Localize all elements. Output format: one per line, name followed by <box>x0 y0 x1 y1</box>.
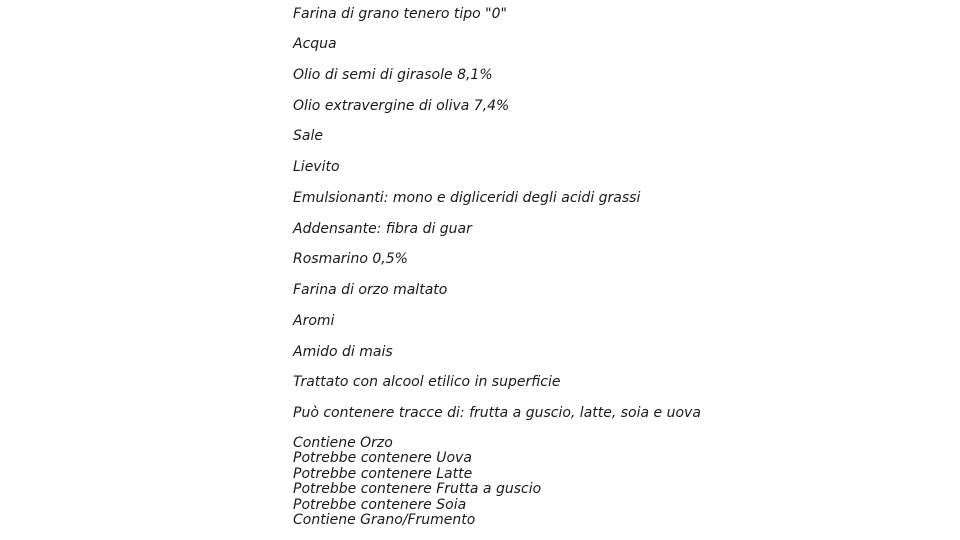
ingredient-item: Emulsionanti: mono e digliceridi degli acidi grassi <box>293 190 641 206</box>
ingredient-item: Rosmarino 0,5% <box>293 251 408 267</box>
allergen-item: Potrebbe contenere Latte <box>293 465 473 482</box>
ingredient-item: Aromi <box>293 313 335 329</box>
allergen-item: Potrebbe contenere Soia <box>293 496 467 513</box>
ingredient-item: Trattato con alcool etilico in superficie <box>293 374 561 390</box>
ingredient-item: Può contenere tracce di: frutta a guscio, latte, soia e uova <box>293 405 701 421</box>
allergen-item: Contiene Grano/Frumento <box>293 511 476 528</box>
allergen-item: Contiene Orzo <box>293 435 393 451</box>
ingredient-item: Addensante: fibra di guar <box>293 221 472 237</box>
ingredient-item: Sale <box>293 128 323 144</box>
allergen-item: Potrebbe contenere Frutta a guscio <box>293 481 542 498</box>
ingredient-item: Lievito <box>293 159 340 175</box>
ingredient-item: Olio extravergine di oliva 7,4% <box>293 98 510 114</box>
ingredient-item: Amido di mais <box>293 344 393 360</box>
allergen-list <box>293 436 933 528</box>
ingredient-item: Farina di orzo maltato <box>293 282 448 298</box>
ingredient-item: Olio di semi di girasole 8,1% <box>293 67 493 83</box>
ingredient-item: Farina di grano tenero tipo "0" <box>293 6 507 22</box>
allergen-item: Potrebbe contenere Uova <box>293 450 472 467</box>
ingredient-item: Acqua <box>293 36 337 52</box>
